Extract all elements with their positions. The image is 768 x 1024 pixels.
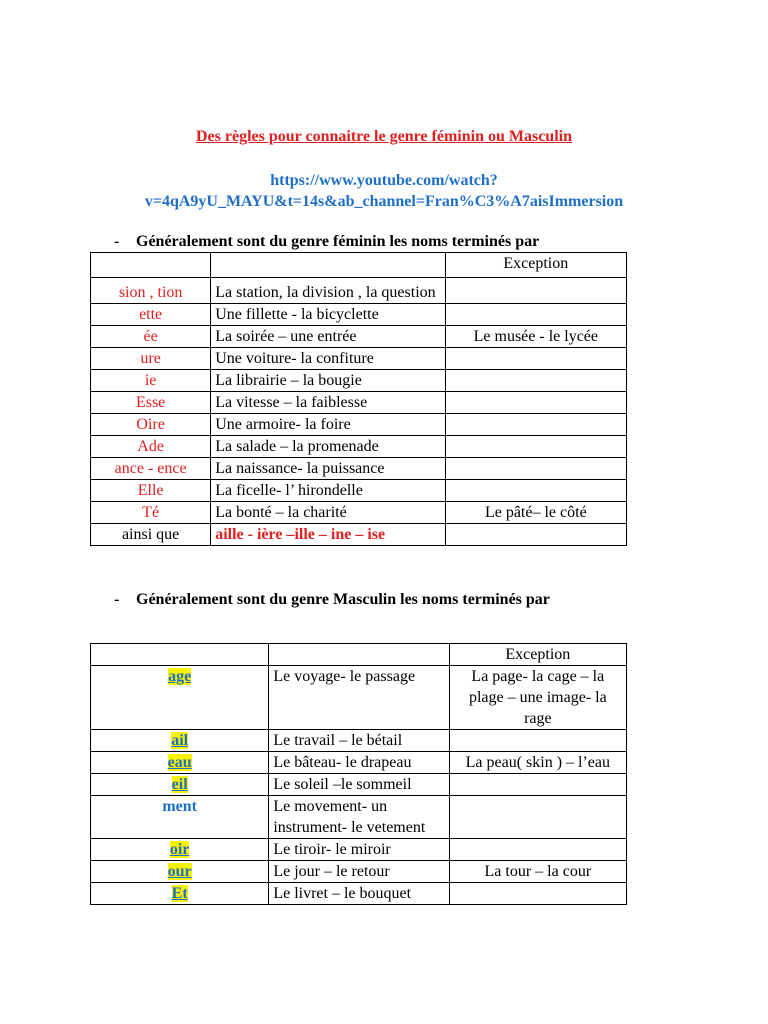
ending-word: oir xyxy=(169,841,190,858)
table-row xyxy=(91,480,627,502)
examples-cell: La librairie – la bougie xyxy=(211,370,445,392)
exception-cell xyxy=(445,392,626,414)
exception-cell xyxy=(445,458,626,480)
exception-cell: Le pâté– le côté xyxy=(445,502,626,524)
table-row xyxy=(91,392,627,414)
ending-cell: ance - ence xyxy=(91,458,211,480)
ending-cell xyxy=(91,666,269,730)
examples-cell: Le voyage- le passage xyxy=(269,666,449,730)
table-row xyxy=(91,666,627,730)
examples-cell: La station, la division , la question xyxy=(211,278,445,304)
examples-cell: Le bâteau- le drapeau xyxy=(269,752,449,774)
ending-cell: sion , tion xyxy=(91,278,211,304)
link-line-2[interactable]: v=4qA9yU_MAYU&t=14s&ab_channel=Fran%C3%A7aisImmersion xyxy=(144,193,624,210)
examples-cell: Le travail – le bétail xyxy=(269,730,449,752)
ending-cell: ure xyxy=(91,348,211,370)
exception-cell xyxy=(445,370,626,392)
table-row xyxy=(91,730,627,752)
table-row xyxy=(91,861,627,883)
table-row xyxy=(91,304,627,326)
also-label-cell: ainsi que xyxy=(91,524,211,546)
ending-cell: ée xyxy=(91,326,211,348)
ending-cell xyxy=(91,861,269,883)
examples-cell: La soirée – une entrée xyxy=(211,326,445,348)
ending-word: ment xyxy=(162,798,197,815)
ending-cell xyxy=(91,883,269,905)
ending-cell xyxy=(91,839,269,861)
table-row xyxy=(91,839,627,861)
examples-cell: La bonté – la charité xyxy=(211,502,445,524)
header-cell-empty xyxy=(91,644,269,666)
masculine-heading xyxy=(114,591,550,609)
bullet-dash: - xyxy=(114,591,120,608)
bullet-dash: - xyxy=(114,233,120,250)
table-row xyxy=(91,752,627,774)
link-line-1[interactable]: https://www.youtube.com/watch? xyxy=(270,172,498,189)
feminine-heading-text: Généralement sont du genre féminin les noms terminés par xyxy=(136,233,540,250)
table-row xyxy=(91,458,627,480)
ending-word: age xyxy=(168,668,192,685)
header-cell-empty xyxy=(211,253,445,278)
examples-cell: Le jour – le retour xyxy=(269,861,449,883)
examples-cell: Le movement- un instrument- le vetement xyxy=(269,796,449,839)
exception-cell xyxy=(449,883,626,905)
table-header-row xyxy=(91,253,627,278)
document-title: Des règles pour connaitre le genre féminin ou Masculin xyxy=(196,128,572,145)
exception-cell: La peau( skin ) – l’eau xyxy=(449,752,626,774)
youtube-link[interactable] xyxy=(0,170,768,212)
exception-cell xyxy=(449,839,626,861)
ending-word: our xyxy=(167,863,192,880)
table-row xyxy=(91,370,627,392)
examples-cell: Une voiture- la confiture xyxy=(211,348,445,370)
examples-cell: Une armoire- la foire xyxy=(211,414,445,436)
exception-cell xyxy=(449,796,626,839)
table-row xyxy=(91,326,627,348)
ending-word: ail xyxy=(171,732,189,749)
table-row xyxy=(91,348,627,370)
exception-cell xyxy=(445,304,626,326)
exception-cell xyxy=(449,774,626,796)
examples-cell: La naissance- la puissance xyxy=(211,458,445,480)
table-row xyxy=(91,502,627,524)
examples-cell: La vitesse – la faiblesse xyxy=(211,392,445,414)
examples-cell: Le soleil –le sommeil xyxy=(269,774,449,796)
exception-cell xyxy=(445,524,626,546)
table-row xyxy=(91,883,627,905)
table-row xyxy=(91,278,627,304)
ending-cell xyxy=(91,730,269,752)
ending-cell: ette xyxy=(91,304,211,326)
masculine-table xyxy=(90,643,627,905)
feminine-heading xyxy=(114,233,539,251)
table-row-also xyxy=(91,524,627,546)
exception-cell xyxy=(445,348,626,370)
ending-cell: Oire xyxy=(91,414,211,436)
ending-cell: ie xyxy=(91,370,211,392)
exception-cell xyxy=(449,730,626,752)
table-row xyxy=(91,414,627,436)
exception-cell xyxy=(445,278,626,304)
masculine-heading-text: Généralement sont du genre Masculin les noms terminés par xyxy=(136,591,550,608)
exception-cell xyxy=(445,414,626,436)
examples-cell: Une fillette - la bicyclette xyxy=(211,304,445,326)
examples-cell: Le livret – le bouquet xyxy=(269,883,449,905)
ending-cell: Elle xyxy=(91,480,211,502)
table-row xyxy=(91,796,627,839)
exception-cell: La tour – la cour xyxy=(449,861,626,883)
ending-word: eil xyxy=(171,776,188,793)
exception-cell: La page- la cage – la plage – une image- la rage xyxy=(449,666,626,730)
exception-cell: Le musée - le lycée xyxy=(445,326,626,348)
table-row xyxy=(91,436,627,458)
ending-word: Et xyxy=(171,885,188,902)
header-cell-empty xyxy=(91,253,211,278)
ending-cell xyxy=(91,796,269,839)
exception-cell xyxy=(445,436,626,458)
ending-word: eau xyxy=(167,754,192,771)
ending-cell: Ade xyxy=(91,436,211,458)
examples-cell: La ficelle- l’ hirondelle xyxy=(211,480,445,502)
ending-cell xyxy=(91,774,269,796)
examples-cell: La salade – la promenade xyxy=(211,436,445,458)
examples-cell: Le tiroir- le miroir xyxy=(269,839,449,861)
exception-cell xyxy=(445,480,626,502)
ending-cell: Té xyxy=(91,502,211,524)
also-endings-cell: aille - ière –ille – ine – ise xyxy=(211,524,445,546)
ending-cell xyxy=(91,752,269,774)
exception-header: Exception xyxy=(449,644,626,666)
table-header-row xyxy=(91,644,627,666)
feminine-table xyxy=(90,252,627,546)
header-cell-empty xyxy=(269,644,449,666)
exception-header: Exception xyxy=(445,253,626,278)
table-row xyxy=(91,774,627,796)
ending-cell: Esse xyxy=(91,392,211,414)
